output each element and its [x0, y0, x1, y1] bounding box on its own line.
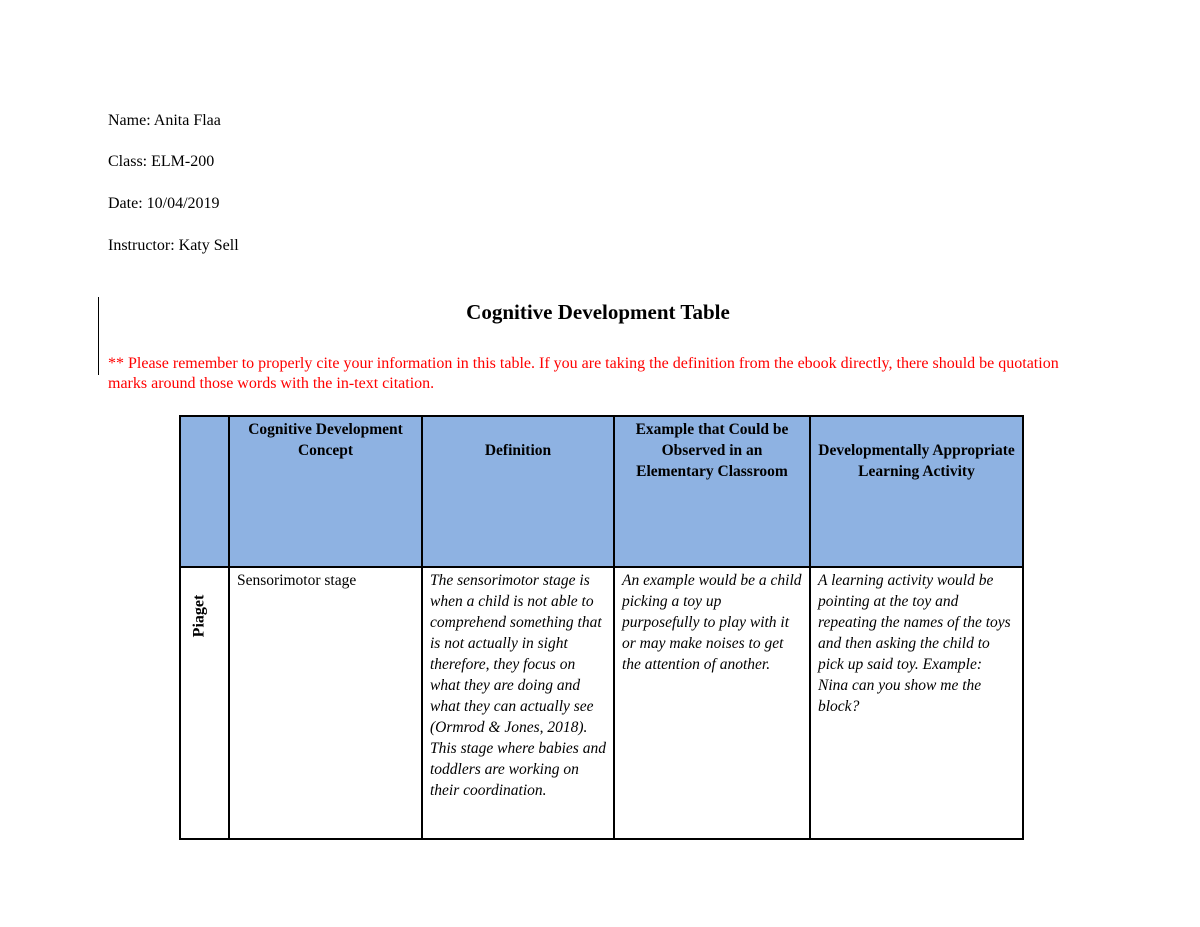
column-header-definition: Definition	[422, 416, 614, 567]
theorist-label: Piaget	[190, 594, 208, 638]
example-cell	[614, 567, 810, 839]
student-name: Name: Anita Flaa	[108, 112, 221, 129]
activity-text: A learning activity would be pointing at the toy and repeating the names of the toys and then asking the child to pick up said toy. Example: Nina can you show me the block?	[818, 572, 1011, 715]
activity-cell	[810, 567, 1023, 839]
concept-text: Sensorimotor stage	[237, 572, 357, 589]
column-header-activity: Developmentally Appropriate Learning Activity	[810, 416, 1023, 567]
column-header-concept: Cognitive Development Concept	[229, 416, 422, 567]
class-code: Class: ELM-200	[108, 153, 215, 170]
column-header-example: Example that Could be Observed in an Elementary Classroom	[614, 416, 810, 567]
definition-cell	[422, 567, 614, 839]
theorist-cell	[180, 567, 229, 839]
submission-date: Date: 10/04/2019	[108, 195, 220, 212]
definition-text: The sensorimotor stage is when a child is not able to comprehend something that is not actually in sight therefore, they focus on what they are doing and what they can actually see (Ormrod & Jones, 2018). This stage where babies and toddlers are working on their coordination.	[430, 572, 606, 799]
column-header-theorist	[180, 416, 229, 567]
table-header-row	[180, 416, 1023, 567]
table-row	[180, 567, 1023, 839]
cognitive-development-table	[179, 415, 1024, 840]
concept-cell	[229, 567, 422, 839]
page-title: Cognitive Development Table	[466, 300, 730, 324]
example-text: An example would be a child picking a toy up purposefully to play with it or may make noises to get the attention of another.	[622, 572, 802, 673]
citation-note: ** Please remember to properly cite your information in this table. If you are taking the definition from the ebook directly, there should be quotation marks around those words with the in-text citation.	[108, 355, 1059, 392]
instructor-name: Instructor: Katy Sell	[108, 237, 239, 254]
